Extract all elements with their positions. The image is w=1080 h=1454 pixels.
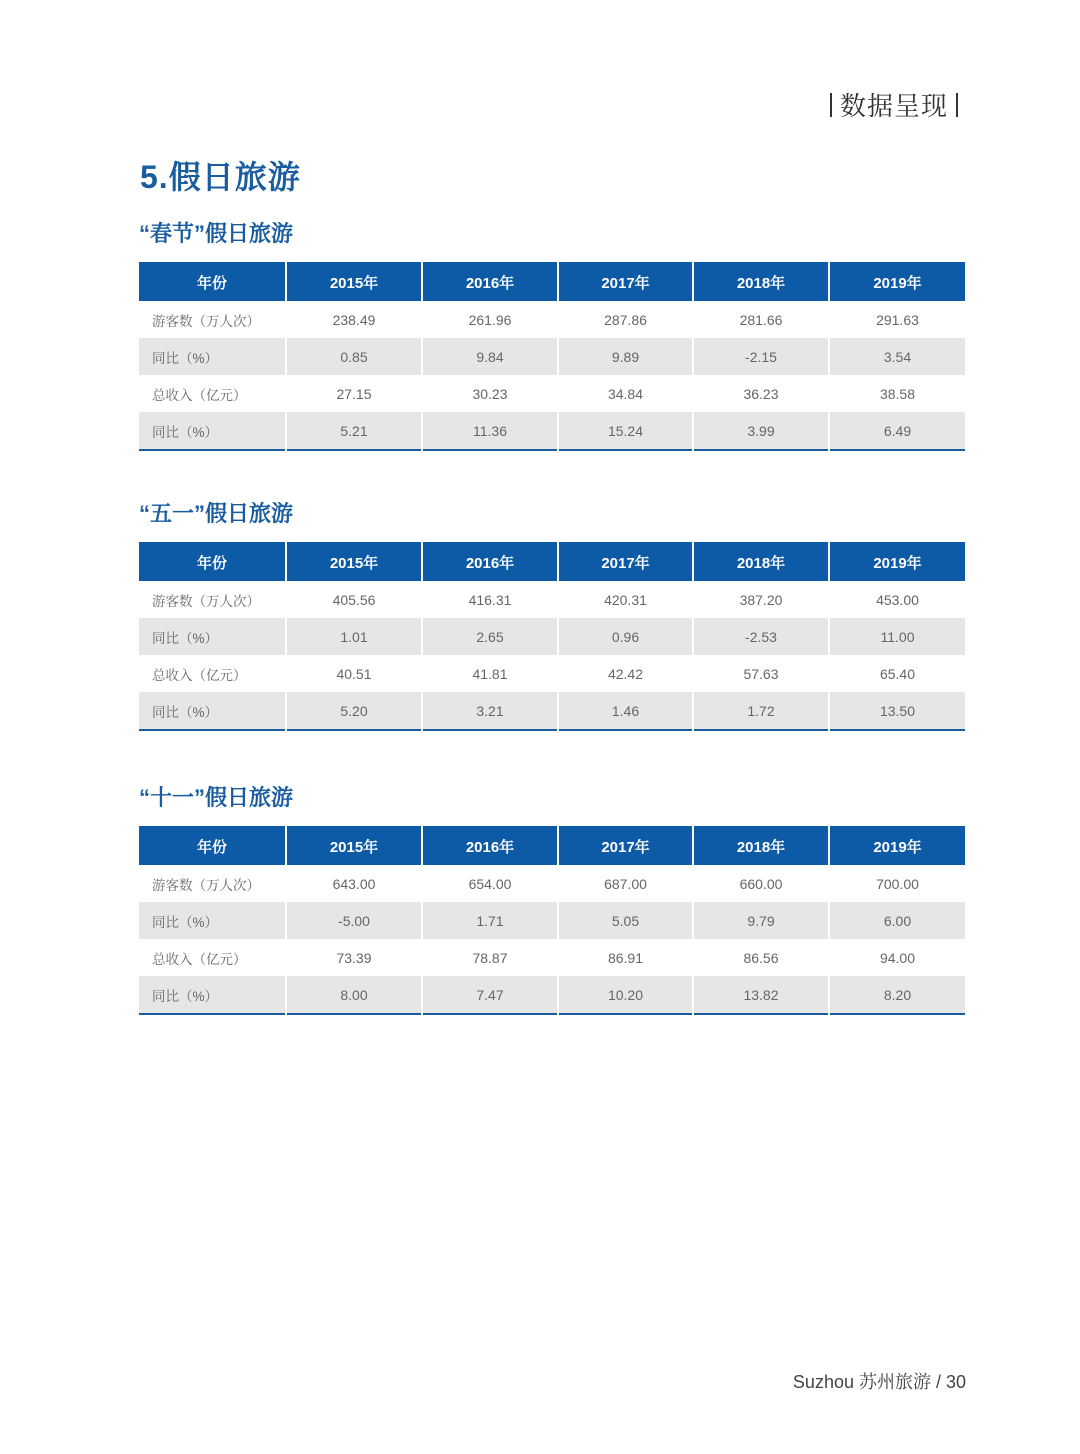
table-cell: 27.15 <box>286 375 422 412</box>
column-header: 2018年 <box>693 827 829 866</box>
table-cell: 41.81 <box>422 655 558 692</box>
table-cell: 654.00 <box>422 865 558 902</box>
column-header: 2016年 <box>422 263 558 302</box>
table-cell: 291.63 <box>829 301 965 338</box>
table-cell: 3.54 <box>829 338 965 375</box>
table-cell: -2.53 <box>693 618 829 655</box>
table-cell: -2.15 <box>693 338 829 375</box>
table-cell: 453.00 <box>829 581 965 618</box>
table-cell: 1.46 <box>558 692 693 730</box>
table-cell: 9.89 <box>558 338 693 375</box>
column-header: 2015年 <box>286 543 422 582</box>
table-cell: 405.56 <box>286 581 422 618</box>
row-label: 同比（%） <box>139 618 286 655</box>
column-header: 2015年 <box>286 827 422 866</box>
table-row <box>139 865 965 902</box>
table-cell: 1.01 <box>286 618 422 655</box>
column-header: 年份 <box>139 263 286 302</box>
row-label: 同比（%） <box>139 976 286 1014</box>
table-row <box>139 655 965 692</box>
table-cell: 387.20 <box>693 581 829 618</box>
table-cell: 73.39 <box>286 939 422 976</box>
table-cell: 11.36 <box>422 412 558 450</box>
row-label: 总收入（亿元） <box>139 375 286 412</box>
table-cell: 0.85 <box>286 338 422 375</box>
table-header-row <box>139 827 965 866</box>
page-footer: Suzhou 苏州旅游 / 30 <box>792 1372 966 1392</box>
row-label: 总收入（亿元） <box>139 939 286 976</box>
table-row <box>139 338 965 375</box>
header-left-bar <box>830 93 832 117</box>
table-cell: 643.00 <box>286 865 422 902</box>
may-day-table <box>139 542 965 731</box>
may-day-section <box>139 498 965 731</box>
column-header: 2018年 <box>693 543 829 582</box>
table-cell: 2.65 <box>422 618 558 655</box>
table-row <box>139 301 965 338</box>
table-cell: 3.99 <box>693 412 829 450</box>
table-cell: 420.31 <box>558 581 693 618</box>
table-cell: 86.56 <box>693 939 829 976</box>
column-header: 2017年 <box>558 543 693 582</box>
table-cell: 57.63 <box>693 655 829 692</box>
table-cell: 687.00 <box>558 865 693 902</box>
header-right-bar <box>956 93 958 117</box>
column-header: 2016年 <box>422 827 558 866</box>
row-label: 同比（%） <box>139 338 286 375</box>
table-cell: 78.87 <box>422 939 558 976</box>
page-title: 5.假日旅游 <box>140 159 301 195</box>
table-cell: 36.23 <box>693 375 829 412</box>
column-header: 2019年 <box>829 827 965 866</box>
table-cell: 86.91 <box>558 939 693 976</box>
table-cell: 1.71 <box>422 902 558 939</box>
table-cell: 0.96 <box>558 618 693 655</box>
row-label: 同比（%） <box>139 692 286 730</box>
table-row <box>139 581 965 618</box>
table-cell: 287.86 <box>558 301 693 338</box>
table-row <box>139 902 965 939</box>
table-cell: 7.47 <box>422 976 558 1014</box>
table-row <box>139 618 965 655</box>
national-day-title: “十一”假日旅游 <box>139 785 294 810</box>
table-cell: 261.96 <box>422 301 558 338</box>
table-cell: 11.00 <box>829 618 965 655</box>
spring-festival-title: “春节”假日旅游 <box>139 221 294 246</box>
row-label: 同比（%） <box>139 902 286 939</box>
spring-festival-table <box>139 262 965 451</box>
table-cell: 34.84 <box>558 375 693 412</box>
table-cell: 10.20 <box>558 976 693 1014</box>
row-label: 游客数（万人次） <box>139 581 286 618</box>
table-header-row <box>139 543 965 582</box>
column-header: 2017年 <box>558 827 693 866</box>
table-cell: 8.20 <box>829 976 965 1014</box>
table-cell: -5.00 <box>286 902 422 939</box>
row-label: 总收入（亿元） <box>139 655 286 692</box>
spring-festival-section <box>139 218 965 451</box>
table-cell: 416.31 <box>422 581 558 618</box>
table-cell: 13.50 <box>829 692 965 730</box>
table-cell: 238.49 <box>286 301 422 338</box>
table-row <box>139 939 965 976</box>
national-day-table <box>139 826 965 1015</box>
table-row <box>139 692 965 730</box>
column-header: 2015年 <box>286 263 422 302</box>
table-cell: 3.21 <box>422 692 558 730</box>
table-cell: 1.72 <box>693 692 829 730</box>
column-header: 2019年 <box>829 543 965 582</box>
column-header: 2018年 <box>693 263 829 302</box>
table-cell: 5.21 <box>286 412 422 450</box>
header-tag-label: 数据呈现 <box>839 91 948 121</box>
national-day-section <box>139 782 965 1015</box>
table-cell: 6.00 <box>829 902 965 939</box>
table-cell: 65.40 <box>829 655 965 692</box>
table-cell: 42.42 <box>558 655 693 692</box>
table-header-row <box>139 263 965 302</box>
column-header: 2016年 <box>422 543 558 582</box>
table-row <box>139 976 965 1014</box>
table-cell: 40.51 <box>286 655 422 692</box>
row-label: 同比（%） <box>139 412 286 450</box>
table-cell: 38.58 <box>829 375 965 412</box>
row-label: 游客数（万人次） <box>139 865 286 902</box>
table-cell: 8.00 <box>286 976 422 1014</box>
table-cell: 30.23 <box>422 375 558 412</box>
table-cell: 5.20 <box>286 692 422 730</box>
table-row <box>139 375 965 412</box>
column-header: 年份 <box>139 827 286 866</box>
may-day-title: “五一”假日旅游 <box>139 501 294 526</box>
column-header: 年份 <box>139 543 286 582</box>
table-cell: 6.49 <box>829 412 965 450</box>
row-label: 游客数（万人次） <box>139 301 286 338</box>
table-cell: 281.66 <box>693 301 829 338</box>
table-cell: 94.00 <box>829 939 965 976</box>
table-cell: 15.24 <box>558 412 693 450</box>
column-header: 2019年 <box>829 263 965 302</box>
section-header-tag <box>822 86 966 123</box>
table-cell: 13.82 <box>693 976 829 1014</box>
table-row <box>139 412 965 450</box>
column-header: 2017年 <box>558 263 693 302</box>
table-cell: 700.00 <box>829 865 965 902</box>
table-cell: 9.84 <box>422 338 558 375</box>
table-cell: 9.79 <box>693 902 829 939</box>
table-cell: 660.00 <box>693 865 829 902</box>
table-cell: 5.05 <box>558 902 693 939</box>
